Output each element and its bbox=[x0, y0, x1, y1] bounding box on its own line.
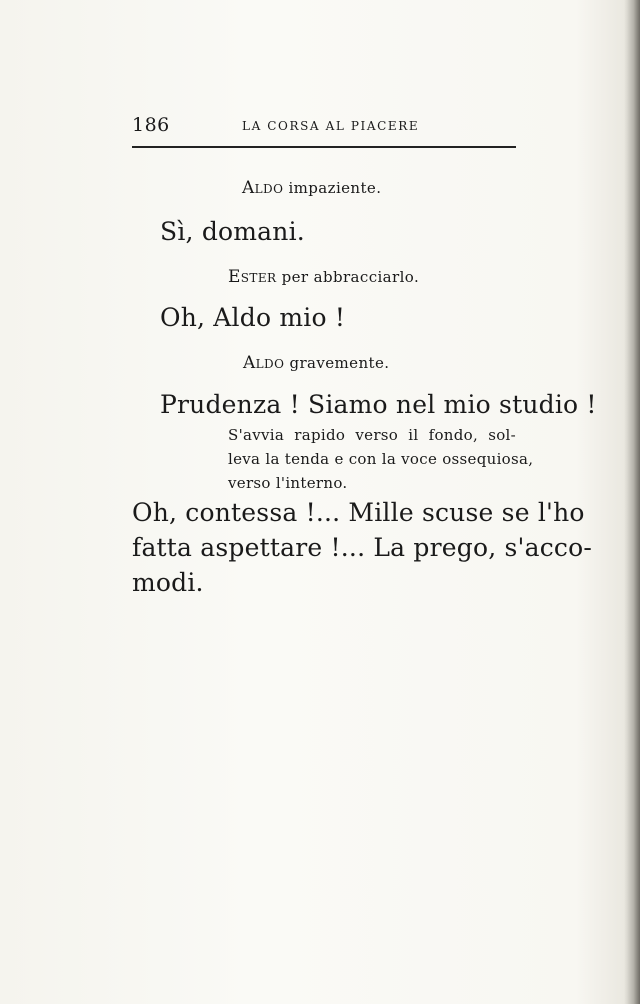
speaker-name: Aldo bbox=[242, 178, 284, 198]
text-line: Oh, contessa !... Mille scuse se l'ho bbox=[132, 498, 585, 527]
note-line: S'avvia rapido verso il fondo, sol- bbox=[228, 426, 516, 444]
text-line: modi. bbox=[132, 568, 204, 597]
running-header bbox=[132, 114, 516, 138]
speaker-name: Ester bbox=[228, 267, 277, 287]
page-number: 186 bbox=[132, 114, 170, 136]
note-line: leva la tenda e con la voce ossequiosa, bbox=[228, 450, 534, 468]
running-title: LA CORSA AL PIACERE bbox=[242, 119, 420, 133]
text-line: fatta aspettare !... La prego, s'acco- bbox=[132, 533, 593, 562]
speaker-name: Aldo bbox=[243, 353, 285, 373]
stage-direction-aldo-2 bbox=[243, 353, 389, 373]
direction-text: impaziente. bbox=[288, 179, 382, 197]
speech-line: Sì, domani. bbox=[160, 217, 305, 246]
header-rule bbox=[132, 146, 516, 148]
speech-line: Oh, Aldo mio ! bbox=[160, 303, 346, 332]
direction-text: gravemente. bbox=[289, 354, 390, 372]
note-line: verso l'interno. bbox=[228, 474, 348, 492]
stage-note bbox=[228, 423, 534, 495]
stage-direction-ester bbox=[228, 267, 419, 287]
page-edge-shadow bbox=[624, 0, 640, 1004]
speech-line: Prudenza ! Siamo nel mio studio ! bbox=[160, 390, 597, 419]
direction-text: per abbracciarlo. bbox=[281, 268, 420, 286]
closing-speech bbox=[132, 495, 593, 600]
stage-direction-aldo-1 bbox=[242, 178, 381, 198]
